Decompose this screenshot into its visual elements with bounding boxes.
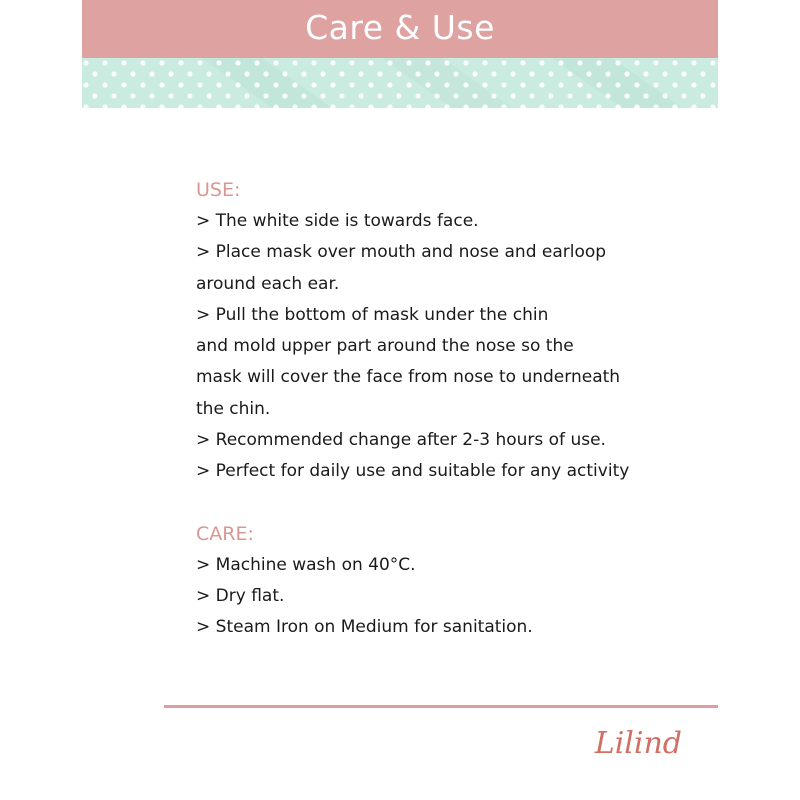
polka-dot-pattern (82, 58, 718, 108)
use-line: around each ear. (196, 273, 340, 294)
use-heading: USE: (196, 179, 241, 201)
use-line: > Pull the bottom of mask under the chin (196, 304, 549, 325)
use-line: the chin. (196, 398, 271, 419)
polka-dot-fabric-banner (82, 58, 718, 108)
care-heading: CARE: (196, 522, 254, 545)
use-instructions (196, 206, 716, 488)
care-line: > Steam Iron on Medium for sanitation. (196, 617, 533, 638)
use-line: > Place mask over mouth and nose and earloop (196, 242, 607, 263)
use-line: and mold upper part around the nose so the (196, 336, 574, 357)
use-line: > The white side is towards face. (196, 211, 479, 231)
use-line: > Perfect for daily use and suitable for any activity (196, 461, 630, 482)
page-title: Care & Use (305, 7, 495, 47)
brand-logo: Lilind (594, 726, 682, 761)
care-use-content (196, 175, 716, 644)
care-instructions (196, 550, 716, 644)
header-banner (82, 0, 718, 58)
section-spacer (196, 488, 716, 519)
use-line: > Recommended change after 2-3 hours of use. (196, 430, 606, 451)
care-line: > Machine wash on 40°C. (196, 554, 416, 575)
care-line: > Dry flat. (196, 585, 285, 606)
use-line: mask will cover the face from nose to underneath (196, 367, 621, 388)
footer-divider (164, 705, 718, 708)
